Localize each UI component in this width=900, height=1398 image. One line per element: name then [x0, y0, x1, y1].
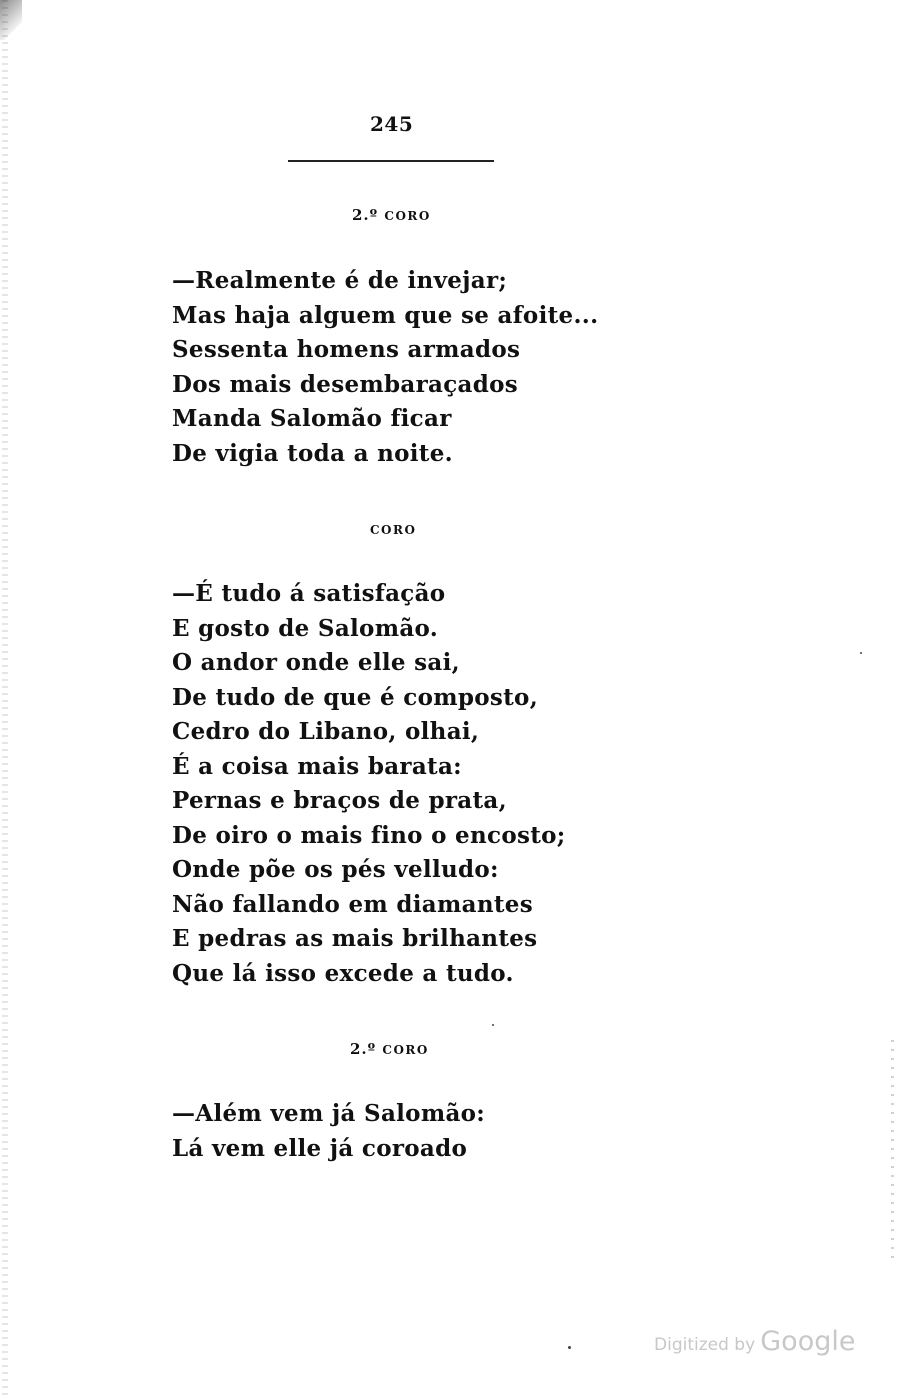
page-corner-shadow — [0, 0, 22, 40]
verse-line: —Realmente é de invejar; — [172, 267, 508, 294]
verse-line: É a coisa mais barata: — [172, 752, 462, 780]
verse-line: —É tudo á satisfação — [172, 580, 446, 607]
verse-line: Cedro do Libano, olhai, — [172, 718, 480, 745]
verse-line: Lá vem elle já coroado — [172, 1134, 468, 1162]
section-heading-2nd-chorus — [350, 1040, 429, 1058]
verse-line: Não fallando em diamantes — [172, 890, 533, 918]
verse-line: Sessenta homens armados — [172, 336, 521, 363]
heading-number: 2.º — [352, 206, 379, 224]
watermark-prefix: Digitized by — [654, 1335, 756, 1355]
page-number: 245 — [370, 112, 414, 136]
verse-line: O andor onde elle sai, — [172, 649, 460, 676]
section-heading-2nd-chorus — [352, 206, 431, 224]
section-heading-chorus — [370, 520, 416, 538]
heading-number: 2.º — [350, 1040, 377, 1058]
verse-line: De vigia toda a noite. — [172, 439, 453, 467]
verse-line: —Além vem já Salomão: — [172, 1100, 486, 1127]
stanza-2 — [172, 577, 566, 991]
scan-speck — [492, 1024, 494, 1026]
heading-word: CORO — [370, 523, 417, 537]
stanza-3 — [172, 1097, 485, 1166]
verse-line: Mas haja alguem que se afoite... — [172, 301, 599, 329]
scan-speck — [860, 652, 862, 654]
verse-line: E gosto de Salomão. — [172, 614, 439, 642]
watermark-brand: Google — [760, 1326, 856, 1357]
verse-line: Pernas e braços de prata, — [172, 787, 507, 814]
verse-line: E pedras as mais brilhantes — [172, 925, 538, 952]
verse-line: De oiro o mais fino o encosto; — [172, 821, 566, 849]
verse-line: Manda Salomão ficar — [172, 405, 452, 432]
digitized-by-google-watermark — [654, 1326, 855, 1357]
heading-word: CORO — [384, 209, 431, 223]
page-edge-left — [2, 0, 8, 1398]
heading-word: CORO — [382, 1043, 429, 1057]
header-rule — [288, 160, 494, 162]
verse-line: Dos mais desembaraçados — [172, 370, 518, 398]
verse-line: Onde põe os pés velludo: — [172, 856, 499, 883]
page-edge-right — [891, 1040, 894, 1260]
verse-line: De tudo de que é composto, — [172, 683, 538, 711]
verse-line: Que lá isso excede a tudo. — [172, 959, 514, 987]
scan-speck — [568, 1346, 571, 1349]
stanza-1 — [172, 264, 598, 471]
